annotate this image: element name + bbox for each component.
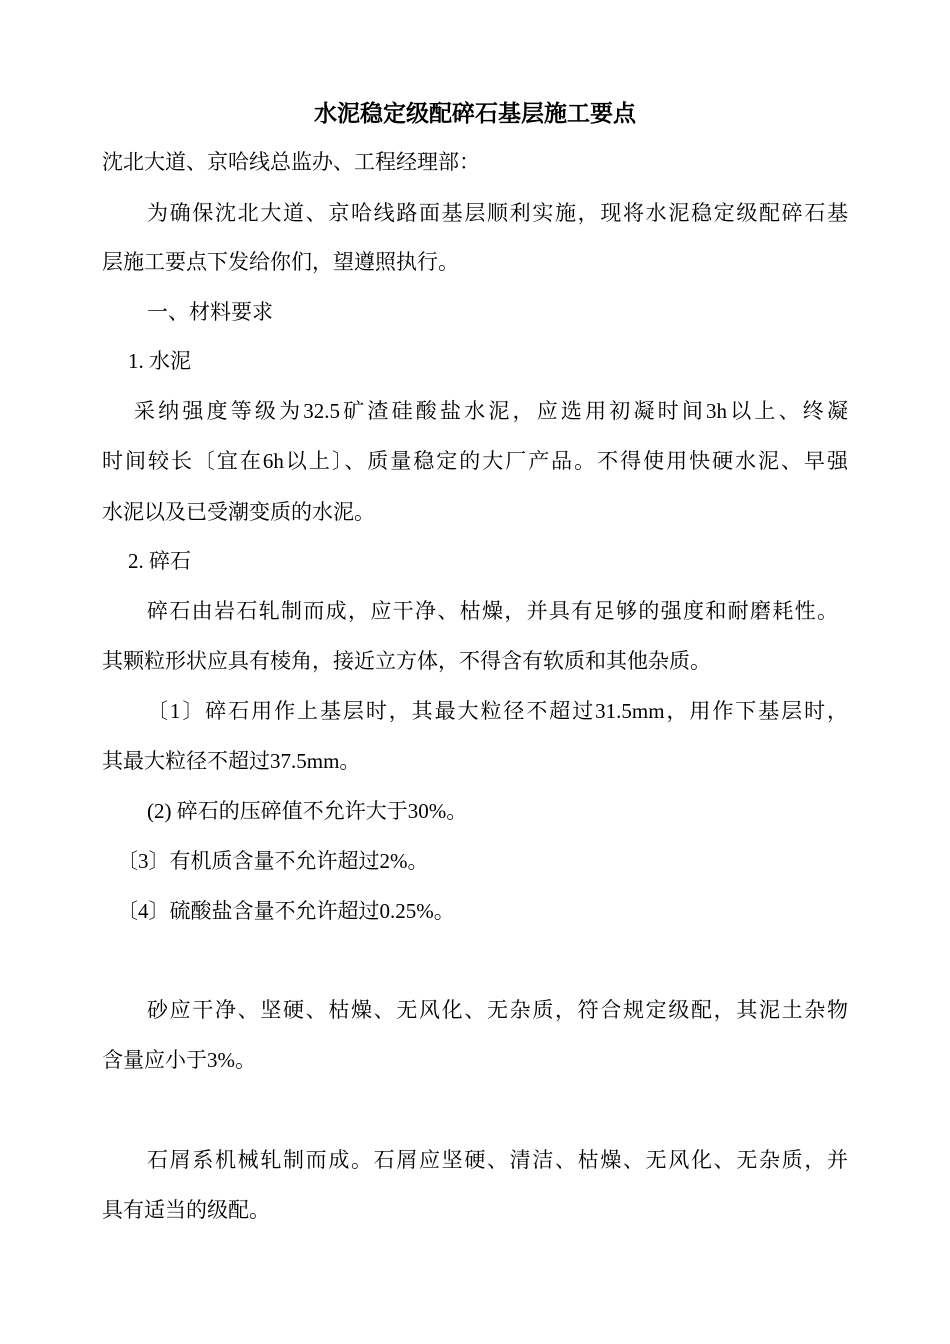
- cement-paragraph-line-3: 水泥以及已受潮变质的水泥。: [102, 500, 375, 524]
- gravel-item-1-line-1: 〔1〕碎石用作上基层时，其最大粒径不超过31.5mm，用作下基层时，: [147, 699, 848, 723]
- gravel-paragraph-line-1: 碎石由岩石轧制而成，应干净、枯燥，并具有足够的强度和耐磨耗性。: [147, 599, 838, 623]
- chips-paragraph-line-1: 石屑系机械轧制而成。石屑应坚硬、清洁、枯燥、无风化、无杂质，并: [147, 1148, 848, 1172]
- gravel-item-3: 〔3〕有机质含量不允许超过2%。: [117, 849, 429, 873]
- gravel-item-2: (2) 碎石的压碎值不允许大于30%。: [147, 799, 468, 823]
- chips-paragraph-line-2: 具有适当的级配。: [102, 1198, 270, 1222]
- intro-paragraph-line-1: 为确保沈北大道、京哈线路面基层顺利实施，现将水泥稳定级配碎石基: [147, 201, 848, 225]
- sand-paragraph-line-2: 含量应小于3%。: [102, 1048, 256, 1072]
- subheading-cement: 1. 水泥: [128, 349, 191, 373]
- gravel-item-4: 〔4〕硫酸盐含量不允许超过0.25%。: [117, 899, 455, 923]
- addressee-line: 沈北大道、京哈线总监办、工程经理部：: [102, 150, 480, 174]
- sand-paragraph-line-1: 砂应干净、坚硬、枯燥、无风化、无杂质，符合规定级配，其泥土杂物: [147, 998, 848, 1022]
- intro-paragraph-line-2: 层施工要点下发给你们，望遵照执行。: [102, 250, 459, 274]
- subheading-gravel: 2. 碎石: [128, 549, 191, 573]
- section-heading-materials: 一、材料要求: [147, 300, 273, 324]
- document-title: 水泥稳定级配碎石基层施工要点: [314, 101, 636, 126]
- cement-paragraph-line-1: 采纳强度等级为32.5矿渣硅酸盐水泥，应选用初凝时间3h以上、终凝: [134, 399, 848, 423]
- gravel-item-1-line-2: 其最大粒径不超过37.5mm。: [102, 749, 361, 773]
- cement-paragraph-line-2: 时间较长〔宜在6h以上〕、质量稳定的大厂产品。不得使用快硬水泥、早强: [102, 449, 848, 473]
- gravel-paragraph-line-2: 其颗粒形状应具有棱角，接近立方体，不得含有软质和其他杂质。: [102, 649, 711, 673]
